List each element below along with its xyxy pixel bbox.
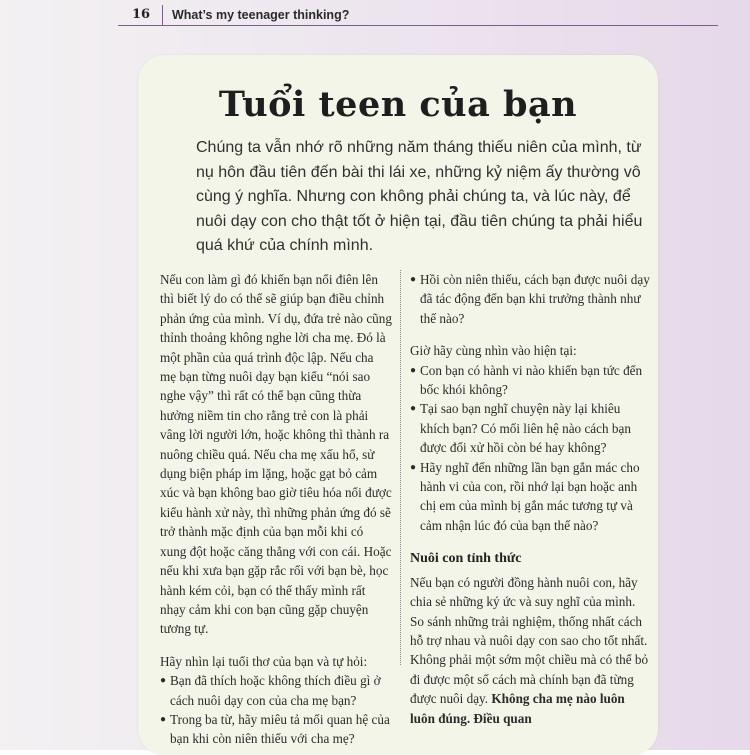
bullet-icon: ● bbox=[410, 461, 417, 473]
bullet-text: Tại sao bạn nghĩ chuyện này lại khiêu khích bạn? Có mối liên hệ nào cách bạn được đối xử hồi còn bé hay không? bbox=[420, 401, 631, 456]
bullet-icon: ● bbox=[410, 403, 417, 415]
bullet-text: Hồi còn niên thiếu, cách bạn được nuôi dạy đã tác động đến bạn khi trưởng thành như thế nào? bbox=[420, 272, 650, 326]
right-prompt: Giờ hãy cùng nhìn vào hiện tại: bbox=[410, 343, 577, 359]
list-item bbox=[410, 399, 652, 457]
list-item bbox=[160, 671, 392, 710]
bullet-icon: ● bbox=[160, 675, 167, 687]
right-paragraph-text: Nếu bạn có người đồng hành nuôi con, hãy chia sẻ những ký ức và suy nghĩ của mình. So sánh những trải nghiệm, thống nhất cách hỗ trợ nhau và nuôi dạy con sao cho tốt nhất. Không phải một sớm một chiều mà có thể bỏ đi được một số cách mà chính bạn đã từng được nuôi dạy. bbox=[410, 574, 649, 707]
page-number: 16 bbox=[120, 5, 163, 25]
intro-text bbox=[196, 136, 646, 259]
left-prompt: Hãy nhìn lại tuổi thơ của bạn và tự hỏi: bbox=[160, 653, 368, 669]
right-paragraph bbox=[410, 573, 652, 728]
bullet-text: Trong ba từ, hãy miêu tả mối quan hệ của bạn khi còn niên thiếu với cha mẹ? bbox=[170, 711, 390, 747]
bullet-icon: ● bbox=[160, 713, 167, 725]
column-divider bbox=[400, 270, 401, 665]
left-paragraph: Nếu con làm gì đó khiến bạn nổi điên lên thì biết lý do có thể sẽ giúp bạn điều chỉnh phản ứng của mình. Ví dụ, đứa trẻ nào cũng thỉnh thoảng không nghe lời cha mẹ. Đó là một phần của quá trình độc lập. Nếu cha mẹ bạn từng nuôi dạy bạn kiểu “nói sao nghe vậy” thì rất có thể bạn cũng thừa hưởng niềm tin cho rằng trẻ con là phải vâng lời người lớn, hoặc không thì thành ra nuông chiều quá. Nếu cha mẹ xấu hổ, sử dụng biện pháp im lặng, hoặc gạt bỏ cảm xúc và bạn không bao giờ tiêu hóa nổi được kiểu hành xử này, thì những phản ứng đó sẽ trở thành mặc định của bạn mỗi khi có xung đột hoặc căng thẳng với con cái. Hoặc nếu khi xưa bạn gặp rắc rối với bạn bè, học hành kém cỏi, bạn có thể thấy mình rất nhạy cảm khi con bạn cũng gặp chuyện tương tự. bbox=[160, 272, 392, 637]
intro-paragraph: Chúng ta vẫn nhớ rõ những năm tháng thiếu niên của mình, từ nụ hôn đầu tiên đến bài thi lái xe, những kỷ niệm ấy thường vô cùng ý nghĩa. Nhưng con không phải chúng ta, và lúc này, để nuôi dạy con cho thật tốt ở hiện tại, đầu tiên chúng ta phải hiểu quá khứ của chính mình. bbox=[196, 139, 643, 254]
section-subheading: Nuôi con tỉnh thức bbox=[410, 551, 522, 567]
bullet-text: Hãy nghĩ đến những lần bạn gắn mác cho hành vi của con, rồi nhớ lại bạn hoặc anh chị em của mình bị gắn mác tương tự và cảm nhận lúc đó của bạn thế nào? bbox=[420, 459, 640, 533]
list-item bbox=[160, 710, 392, 749]
right-column bbox=[410, 270, 652, 728]
bullet-text: Bạn đã thích hoặc không thích điều gì ở cách nuôi dạy con của cha mẹ bạn? bbox=[170, 673, 381, 708]
left-column bbox=[160, 270, 392, 749]
bullet-icon: ● bbox=[410, 274, 417, 285]
list-item bbox=[410, 361, 652, 400]
list-item bbox=[410, 270, 652, 328]
running-title: What’s my teenager thinking? bbox=[172, 8, 350, 22]
list-item bbox=[410, 458, 652, 536]
bullet-text: Con bạn có hành vi nào khiến bạn tức đến bốc khói không? bbox=[420, 362, 643, 398]
right-paragraph-bold: Không cha mẹ nào luôn luôn đúng. Điều quan bbox=[410, 691, 625, 726]
bullet-icon: ● bbox=[410, 364, 417, 376]
box-title: Tuổi teen của bạn bbox=[218, 84, 578, 125]
